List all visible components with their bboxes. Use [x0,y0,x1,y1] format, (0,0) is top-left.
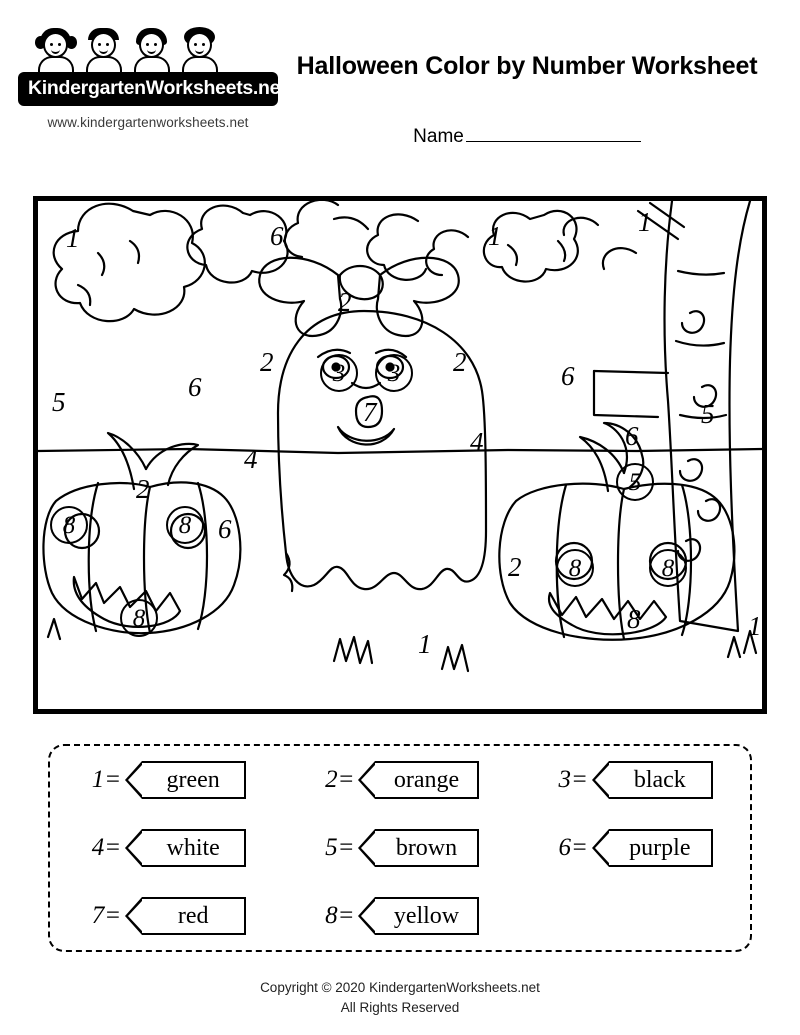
picture-number-circled: 5 [616,463,654,501]
legend-item-8 [320,897,479,935]
page-title: Halloween Color by Number Worksheet [296,52,758,80]
crayon-icon [592,761,713,799]
logo-banner [18,72,287,106]
legend-number: 8= [325,902,355,929]
picture-number-circled: 3 [320,354,358,392]
legend-color-word: green [166,767,220,793]
crayon-icon [125,761,246,799]
picture-number: 4 [470,427,484,457]
crayon-icon [125,829,246,867]
picture-number-circled: 8 [50,506,88,544]
picture-number: 6 [270,221,284,251]
picture-number-circled: 8 [556,549,594,587]
picture-number: 2 [338,287,352,317]
legend-number: 5= [325,834,355,861]
crayon-icon [358,829,479,867]
page-header [0,0,800,160]
legend-item-3 [554,761,713,799]
name-label: Name [413,126,464,147]
picture-number: 2 [508,552,522,582]
picture-number-circled: 8 [649,549,687,587]
picture-number-circled: 8 [166,506,204,544]
picture-number: 5 [701,399,715,429]
legend-number: 1= [91,766,122,793]
legend-number: 7= [91,902,122,929]
name-blank-line[interactable] [466,124,641,142]
legend-number: 2= [325,766,355,793]
picture-number-circled: 8 [120,599,158,637]
logo-text: KindergartenWorksheets.net [28,77,287,99]
legend-color-word: red [177,903,209,929]
picture-number-circled: 3 [375,354,413,392]
crayon-icon [358,897,479,935]
legend-color-word: black [633,767,686,793]
rights-text: All Rights Reserved [340,999,460,1015]
coloring-picture [33,196,767,714]
picture-number: 5 [52,387,66,417]
legend-color-word: orange [393,767,460,793]
site-logo[interactable] [18,26,287,130]
legend-color-word: white [166,835,220,861]
picture-number: 1 [638,207,652,237]
legend-color-word: yellow [393,903,460,929]
picture-number: 2 [260,347,274,377]
legend-item-2 [320,761,479,799]
crayon-icon [358,761,479,799]
legend-number: 3= [558,766,588,793]
legend-item-4 [87,829,246,867]
legend-number: 4= [91,834,122,861]
picture-number: 8 [627,604,641,634]
crayon-icon [592,829,713,867]
picture-number: 1 [418,629,432,659]
crayon-icon [125,897,246,935]
page-footer [0,978,800,1017]
picture-number: 2 [453,347,467,377]
picture-number: 6 [218,514,232,544]
picture-number: 6 [188,372,202,402]
picture-number: 1 [66,223,80,253]
copyright-text: Copyright © 2020 KindergartenWorksheets.net [260,980,540,995]
legend-item-1 [87,761,246,799]
picture-number: 1 [488,221,502,251]
legend-color-word: brown [395,835,458,861]
picture-number: 1 [748,611,762,641]
legend-color-word: purple [629,835,691,861]
name-field [272,124,782,148]
legend-item-6 [554,829,713,867]
picture-number: 6 [625,421,639,451]
picture-number: 6 [561,361,575,391]
legend-item-7 [87,897,246,935]
color-key [48,744,752,952]
legend-number: 6= [558,834,588,861]
logo-url: www.kindergartenworksheets.net [47,115,249,130]
picture-number: 7 [363,397,377,427]
picture-number: 2 [136,474,150,504]
legend-item-5 [320,829,479,867]
picture-number: 4 [244,444,258,474]
children-icon [36,26,246,74]
